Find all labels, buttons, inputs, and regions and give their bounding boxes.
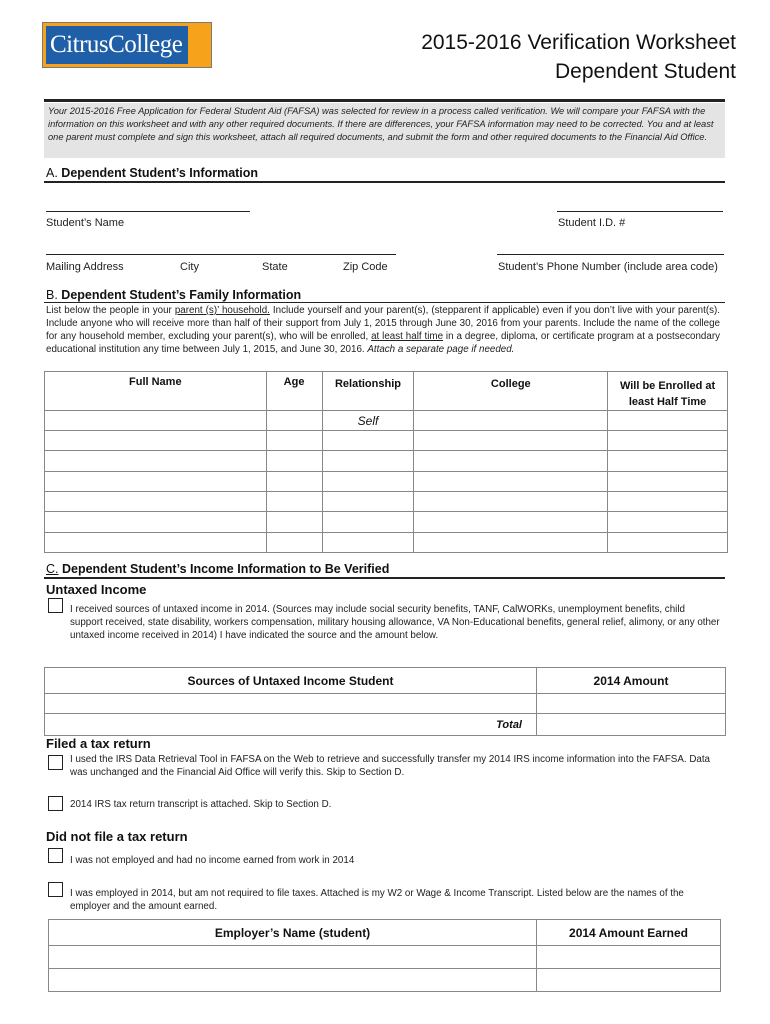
col-college: College — [414, 372, 608, 411]
college-cell[interactable] — [414, 411, 608, 431]
untaxed-income-heading: Untaxed Income — [46, 582, 147, 597]
age-cell[interactable] — [266, 492, 322, 512]
employed-no-file-checkbox[interactable] — [48, 882, 63, 897]
phone-line[interactable] — [497, 254, 724, 255]
section-a-heading — [46, 166, 258, 180]
amount-cell[interactable] — [537, 694, 726, 714]
enrolled-cell[interactable] — [608, 512, 728, 533]
mailing-address-label: Mailing Address — [46, 261, 124, 273]
city-label: City — [180, 261, 199, 273]
age-cell[interactable] — [266, 512, 322, 533]
relationship-cell[interactable] — [322, 431, 414, 451]
name-cell[interactable] — [45, 512, 267, 533]
age-cell[interactable] — [266, 451, 322, 472]
section-b-heading — [46, 288, 301, 302]
intro-paragraph: Your 2015-2016 Free Application for Federal Student Aid (FAFSA) was selected for review in a process called verification. We will compare your FAFSA with the information on this worksheet and with any other required documents. If there are differences, your FAFSA information may need to be corrected. You and at least one parent must complete and sign this worksheet, attach all required documents, and submit the form and other required documents to the Financial Aid Office. — [44, 103, 725, 158]
enrolled-cell[interactable] — [608, 533, 728, 553]
did-not-file-heading: Did not file a tax return — [46, 829, 188, 844]
age-cell[interactable] — [266, 472, 322, 492]
untaxed-header-row — [45, 668, 726, 694]
student-name-line[interactable] — [46, 211, 250, 212]
col-age: Age — [266, 372, 322, 411]
page-title — [421, 28, 736, 86]
not-employed-checkbox[interactable] — [48, 848, 63, 863]
section-c-rule — [44, 577, 725, 579]
instructions-text-3: in a degree, diploma, or certificate program at a postsecondary educational institution any time between July 1, 2015, and June 30, 2016. — [46, 331, 720, 355]
age-cell[interactable] — [266, 431, 322, 451]
col-2014-amount: 2014 Amount — [537, 668, 726, 694]
section-b-title: Dependent Student’s Family Information — [61, 288, 302, 302]
college-cell[interactable] — [414, 451, 608, 472]
age-cell[interactable] — [266, 411, 322, 431]
col-amount-earned: 2014 Amount Earned — [537, 920, 721, 946]
irs-drt-checkbox[interactable] — [48, 755, 63, 770]
relationship-cell[interactable] — [322, 492, 414, 512]
tax-transcript-checkbox[interactable] — [48, 796, 63, 811]
total-row — [45, 714, 726, 736]
zip-label: Zip Code — [343, 261, 388, 273]
section-a-letter: A. — [46, 166, 58, 180]
logo-text: CitrusCollege — [46, 26, 188, 64]
age-cell[interactable] — [266, 533, 322, 553]
name-cell[interactable] — [45, 411, 267, 431]
source-cell[interactable] — [45, 694, 537, 714]
irs-drt-text: I used the IRS Data Retrieval Tool in FAFSA on the Web to retrieve and successfully transfer my 2014 IRS income information into the FAFSA. Data was unchanged and the Financial Aid Office will verify this. Skip to Section D. — [70, 754, 711, 778]
section-c-title: Dependent Student’s Income Information to Be Verified — [61, 562, 390, 576]
name-cell[interactable] — [45, 533, 267, 553]
table-row — [49, 946, 721, 969]
col-relationship: Relationship — [322, 372, 414, 411]
tax-transcript-text: 2014 IRS tax return transcript is attached. Skip to Section D. — [70, 799, 332, 810]
enrolled-cell[interactable] — [608, 451, 728, 472]
section-c-letter: C. — [46, 562, 59, 576]
table-row — [49, 969, 721, 992]
earned-cell[interactable] — [537, 946, 721, 969]
mailing-address-line[interactable] — [46, 254, 396, 255]
student-id-label: Student I.D. # — [558, 217, 626, 229]
table-row — [45, 431, 728, 451]
name-cell[interactable] — [45, 431, 267, 451]
instructions-underline-half-time: at least half time — [371, 331, 444, 342]
title-line-2: Dependent Student — [555, 60, 736, 83]
instructions-italic: Attach a separate page if needed. — [367, 344, 515, 355]
instructions-underline-household: parent (s)’ household. — [174, 305, 270, 316]
section-a-title: Dependent Student’s Information — [61, 166, 259, 180]
college-cell[interactable] — [414, 492, 608, 512]
household-header-row — [45, 372, 728, 411]
col-full-name: Full Name — [45, 372, 267, 411]
student-id-line[interactable] — [557, 211, 723, 212]
citrus-college-logo — [42, 22, 212, 68]
employer-cell[interactable] — [49, 969, 537, 992]
relationship-cell[interactable] — [322, 472, 414, 492]
table-row — [45, 512, 728, 533]
section-c-heading — [46, 562, 389, 576]
table-row — [45, 472, 728, 492]
relationship-cell[interactable] — [322, 512, 414, 533]
filed-tax-return-heading: Filed a tax return — [46, 736, 151, 751]
total-amount-cell[interactable] — [537, 714, 726, 736]
title-line-1: 2015-2016 Verification Worksheet — [421, 31, 736, 54]
section-b-letter: B. — [46, 288, 58, 302]
earned-cell[interactable] — [537, 969, 721, 992]
instructions-text-1: List below the people in your — [46, 305, 175, 316]
untaxed-income-checkbox[interactable] — [48, 598, 63, 613]
name-cell[interactable] — [45, 451, 267, 472]
relationship-cell[interactable] — [322, 451, 414, 472]
relationship-self[interactable]: Self — [322, 411, 414, 431]
relationship-cell[interactable] — [322, 533, 414, 553]
college-cell[interactable] — [414, 472, 608, 492]
table-row — [45, 451, 728, 472]
table-row — [45, 694, 726, 714]
col-employer-name: Employer’s Name (student) — [49, 920, 537, 946]
table-row — [45, 492, 728, 512]
name-cell[interactable] — [45, 472, 267, 492]
enrolled-cell[interactable] — [608, 431, 728, 451]
section-b-instructions — [46, 304, 720, 356]
table-row — [45, 411, 728, 431]
not-employed-text: I was not employed and had no income earned from work in 2014 — [70, 855, 355, 866]
name-cell[interactable] — [45, 492, 267, 512]
student-name-label: Student’s Name — [46, 217, 125, 229]
section-b-rule — [44, 302, 725, 303]
college-cell[interactable] — [414, 512, 608, 533]
employer-table — [48, 919, 721, 992]
state-label: State — [262, 261, 288, 273]
household-table — [44, 371, 728, 553]
untaxed-income-table — [44, 667, 726, 736]
college-cell[interactable] — [414, 533, 608, 553]
employed-no-file-text: I was employed in 2014, but am not required to file taxes. Attached is my W2 or Wage & Income Transcript. Listed below are the names of the employer and the amount earned. — [70, 888, 684, 912]
phone-label: Student’s Phone Number (include area code) — [498, 261, 718, 273]
employer-header-row — [49, 920, 721, 946]
total-label: Total — [45, 714, 537, 736]
table-row — [45, 533, 728, 553]
enrolled-cell[interactable] — [608, 492, 728, 512]
section-a-rule — [44, 181, 725, 183]
col-untaxed-sources: Sources of Untaxed Income Student — [45, 668, 537, 694]
employer-cell[interactable] — [49, 946, 537, 969]
enrolled-cell[interactable] — [608, 411, 728, 431]
intro-top-rule — [44, 99, 725, 102]
col-enrolled-half-time: Will be Enrolled at least Half Time — [608, 372, 728, 411]
enrolled-cell[interactable] — [608, 472, 728, 492]
college-cell[interactable] — [414, 431, 608, 451]
untaxed-income-text: I received sources of untaxed income in 2014. (Sources may include social security benefits, TANF, CalWORKs, unemployment benefits, child support received, state disability, workers compensation, military housing allowance, VA Non-Educational benefits, general relief, alimony, or any other untaxed income received in 2014) I have indicated the source and the amount below. — [70, 604, 720, 641]
instructions-text-2: Include yourself and your parent(s), (stepparent if applicable) even if you don’t live with your parent(s). Include anyone who will receive more than half of their support from July 1, 2015 through June 30, 2016 from your parents. Include the name of the college for any household member, excluding your parent(s), who will be enrolled, — [46, 305, 720, 342]
